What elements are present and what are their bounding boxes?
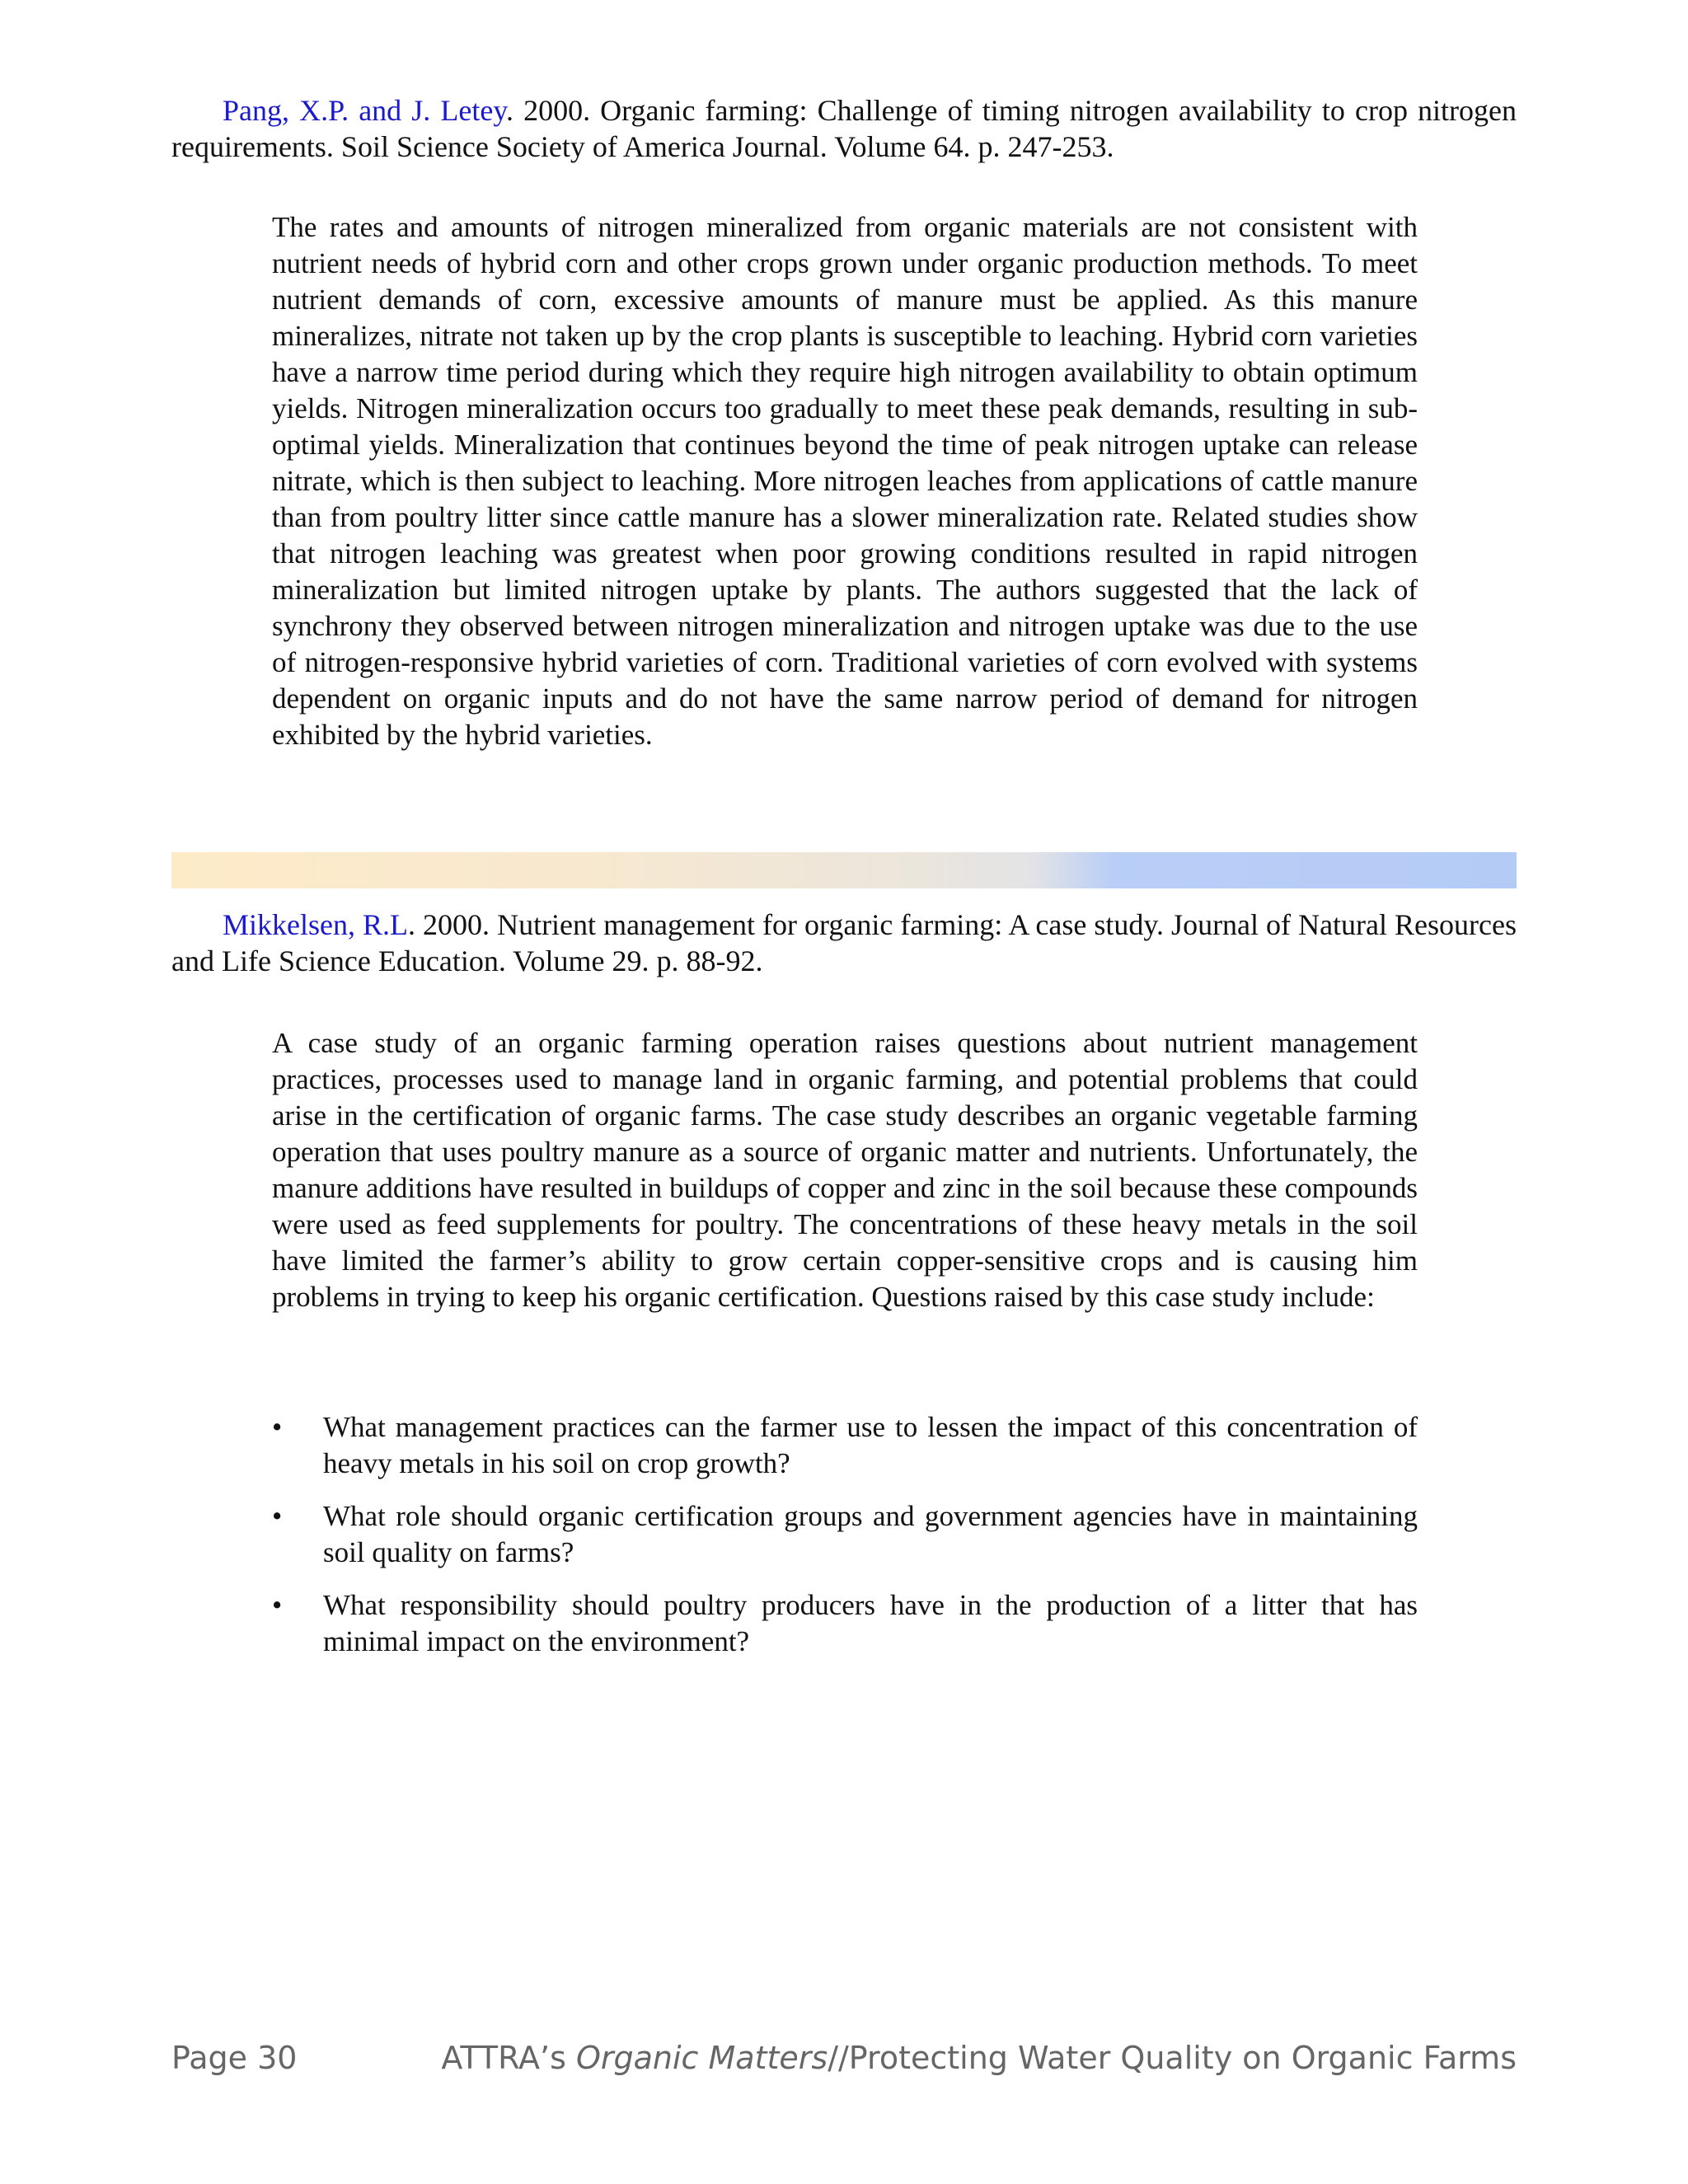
footer-series-title: Organic Matters xyxy=(575,2040,828,2076)
abstract-pang-letey: The rates and amounts of nitrogen mineralized from organic materials are not consistent with nutrient needs of hybrid corn and other crops grown under organic production methods. To meet nutrient demands of corn, excessive amounts of manure must be applied. As this manure mineralizes, nitrate not taken up by the crop plants is susceptible to leaching. Hybrid corn varieties have a narrow time period during which they require high nitrogen availability to obtain optimum yields. Nitrogen mineralization occurs too gradually to meet these peak demands, resulting in sub-optimal yields. Mineralization that continues beyond the time of peak nitrogen uptake can release nitrate, which is then subject to leaching. More nitrogen leaches from applications of cattle manure than from poultry litter since cattle manure has a slower mineralization rate. Related studies show that nitrogen leaching was greatest when poor growing conditions resulted in rapid nitrogen mineralization but limited nitrogen uptake by plants. The authors suggested that the lack of synchrony they observed between nitrogen mineralization and nitrogen uptake was due to the use of nitrogen-responsive hybrid varieties of corn. Traditional varieties of corn evolved with systems dependent on organic inputs and do not have the same narrow period of demand for nitrogen exhibited by the hybrid varieties. xyxy=(272,211,1418,751)
question-text: What role should organic certification groups and government agencies have in maintaining soil quality on farms? xyxy=(323,1500,1418,1568)
question-list xyxy=(272,1409,1418,1676)
bullet-icon: • xyxy=(272,1589,283,1621)
page-number: Page 30 xyxy=(171,2040,298,2076)
footer-prefix: ATTRA’s xyxy=(441,2040,576,2076)
abstract-mikkelsen: A case study of an organic farming operation raises questions about nutrient management practices, processes used to manage land in organic farming, and potential problems that could arise in the certification of organic farms. The case study describes an organic vegetable farming operation that uses poultry manure as a source of organic matter and nutrients. Unfortunately, the manure additions have resulted in buildups of copper and zinc in the soil because these compounds were used as feed supplements for poultry. The concentrations of these heavy metals in the soil have limited the farmer’s ability to grow certain copper-sensitive crops and is causing him problems in trying to keep his organic certification. Questions raised by this case study include: xyxy=(272,1027,1418,1313)
question-text: What responsibility should poultry producers have in the production of a litter that has minimal impact on the environment? xyxy=(323,1589,1418,1657)
footer-suffix: //Protecting Water Quality on Organic Farms xyxy=(828,2040,1517,2076)
author-link-mikkelsen[interactable]: Mikkelsen, R.L xyxy=(223,908,409,941)
question-text: What management practices can the farmer use to lessen the impact of this concentration of heavy metals in his soil on crop growth? xyxy=(323,1411,1418,1479)
section-divider xyxy=(171,852,1517,888)
list-item xyxy=(272,1587,1418,1660)
citation-details: . 2000. Nutrient management for organic farming: A case study. Journal of Natural Resources and Life Science Education. Volume 29. p. 88-92. xyxy=(171,908,1517,977)
author-link-pang-letey[interactable]: Pang, X.P. and J. Letey xyxy=(223,94,506,127)
bullet-icon: • xyxy=(272,1411,283,1443)
list-item xyxy=(272,1498,1418,1571)
citation-pang-letey xyxy=(171,92,1517,165)
running-footer-title xyxy=(441,2038,1517,2078)
bullet-icon: • xyxy=(272,1500,283,1532)
citation-details: . 2000. Organic farming: Challenge of timing nitrogen availability to crop nitrogen requirements. Soil Science Society of America Journal. Volume 64. p. 247-253. xyxy=(171,94,1517,163)
citation-mikkelsen xyxy=(171,907,1517,979)
list-item xyxy=(272,1409,1418,1482)
